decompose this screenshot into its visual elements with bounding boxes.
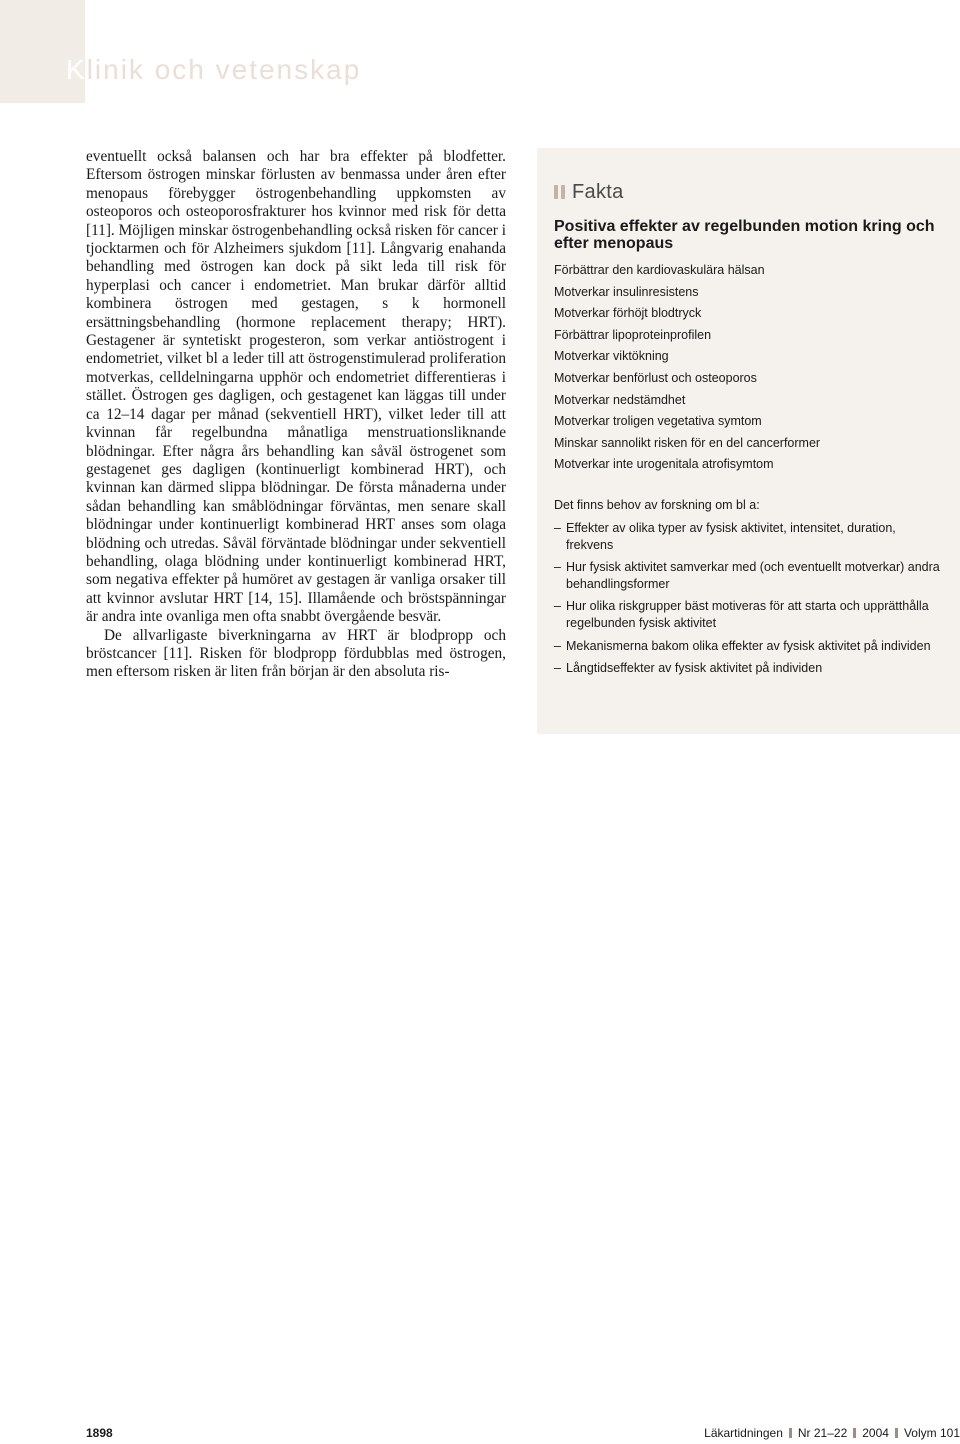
effects-item: Motverkar benförlust och osteoporos (554, 370, 757, 385)
research-item-text: Hur olika riskgrupper bäst motiveras för att starta och upprätthålla regelbunden fysisk aktivitet (566, 599, 929, 630)
journal-issue: Nr 21–22 (797, 1426, 848, 1440)
dash-icon: – (554, 638, 561, 653)
dash-icon: – (554, 599, 561, 614)
body-paragraph-2: De allvarligaste biverkningarna av HRT är blodpropp och bröstcancer [11]. Risken för blodpropp fördubblas med östrogen, men eftersom risken är liten från början är den absoluta ris- (86, 626, 506, 681)
effects-item: Motverkar inte urogenitala atrofisymtom (554, 457, 774, 472)
journal-volume: Volym 101 (903, 1426, 960, 1440)
fakta-bars-icon (554, 185, 565, 199)
research-item (554, 559, 944, 592)
fakta-box (537, 148, 960, 734)
section-title-rest: linik och vetenskap (86, 54, 362, 85)
article-body (86, 148, 506, 682)
journal-name: Läkartidningen (704, 1426, 783, 1440)
page-number: 1898 (86, 1426, 113, 1440)
effects-item: Motverkar förhöjt blodtryck (554, 306, 702, 321)
research-item-text: Långtidseffekter av fysisk aktivitet på individen (566, 661, 823, 676)
section-title-initial: K (66, 54, 87, 85)
effects-item: Motverkar nedstämdhet (554, 392, 686, 407)
research-item-text: Hur fysisk aktivitet samverkar med (och eventuellt motverkar) andra behandlingsformer (566, 560, 940, 591)
effects-item: Motverkar viktökning (554, 349, 669, 364)
research-item-text: Effekter av olika typer av fysisk aktivitet, intensitet, duration, frekvens (566, 520, 896, 552)
section-banner (0, 0, 85, 103)
research-item (554, 520, 944, 553)
effects-item: Motverkar troligen vegetativa symtom (554, 414, 762, 429)
research-item (554, 598, 944, 631)
research-intro: Det finns behov av forskning om bl a: (554, 497, 760, 512)
separator-icon (853, 1428, 856, 1438)
separator-icon (789, 1428, 792, 1438)
section-title (66, 54, 361, 86)
dash-icon: – (554, 520, 561, 535)
fakta-header (554, 180, 944, 204)
research-list (554, 520, 944, 677)
dash-icon: – (554, 560, 561, 575)
fakta-subtitle: Positiva effekter av regelbunden motion kring och efter menopaus (554, 218, 935, 252)
effects-item: Förbättrar lipoproteinprofilen (554, 327, 712, 342)
body-paragraph-1: eventuellt också balansen och har bra effekter på blodfetter. Eftersom östrogen minskar förlusten av benmassa under åren efter menopaus förebygger östrogenbehandling uppkomsten av osteoporos och osteoporosfrakturer hos kvinnor med risk för detta [11]. Möjligen minskar östrogenbehandling också risken för cancer i tjocktarmen och för Alzheimers sjukdom [11]. Långvarig enahanda behandling med östrogen kan dock på sikt leda till risk för hyperplasi och cancer i endometriet. Man brukar därför alltid kombinera östrogen med gestagen, s k hormonell ersättningsbehandling (hormone replacement therapy; HRT). Gestagener är syntetiskt progesteron, som verkar antiöstrogent i endometriet, vilket bl a leder till att östrogenstimulerad proliferation motverkas, celldelningarna upphör och endometriet differentieras i stället. Östrogen ges dagligen, och gestagenet kan läggas till under ca 12–14 dagar per månad (sekventiell HRT), vilket leder till att kvinnan får regelbundna månatliga menstruationsliknande blödningar. Efter några års behandling kan såväl östrogenet som gestagenet ges dagligen (kontinuerligt kombinerad HRT), och kvinnan kan därmed slippa blödningar. De första månaderna under sådan behandling kan småblödningar förväntas, men senare skall blödningar under kontinuerligt kombinerad HRT anses som olaga blödning och utredas. Såväl förväntade blödningar under sekventiell behandling, olaga blödning under kontinuerligt kombinerad HRT, som negativa effekter på humöret av gestagen är vanliga orsaker till att kvinnor avslutar HRT [14, 15]. Illamående och bröstspänningar är andra inte ovanliga men ofta snabbt övergående besvär. (86, 148, 506, 626)
research-item (554, 660, 944, 677)
fakta-label: Fakta (572, 180, 624, 203)
page-footer (86, 1426, 960, 1442)
separator-icon (895, 1428, 898, 1438)
effects-item: Förbättrar den kardiovaskulära hälsan (554, 263, 765, 277)
journal-year: 2004 (862, 1426, 889, 1440)
dash-icon: – (554, 661, 561, 676)
journal-info (704, 1426, 960, 1440)
effects-item: Motverkar insulinresistens (554, 284, 699, 299)
effects-item: Minskar sannolikt risken för en del cancerformer (554, 435, 821, 450)
research-item-text: Mekanismerna bakom olika effekter av fysisk aktivitet på individen (566, 638, 931, 653)
research-item (554, 638, 944, 655)
effects-list (554, 260, 944, 476)
